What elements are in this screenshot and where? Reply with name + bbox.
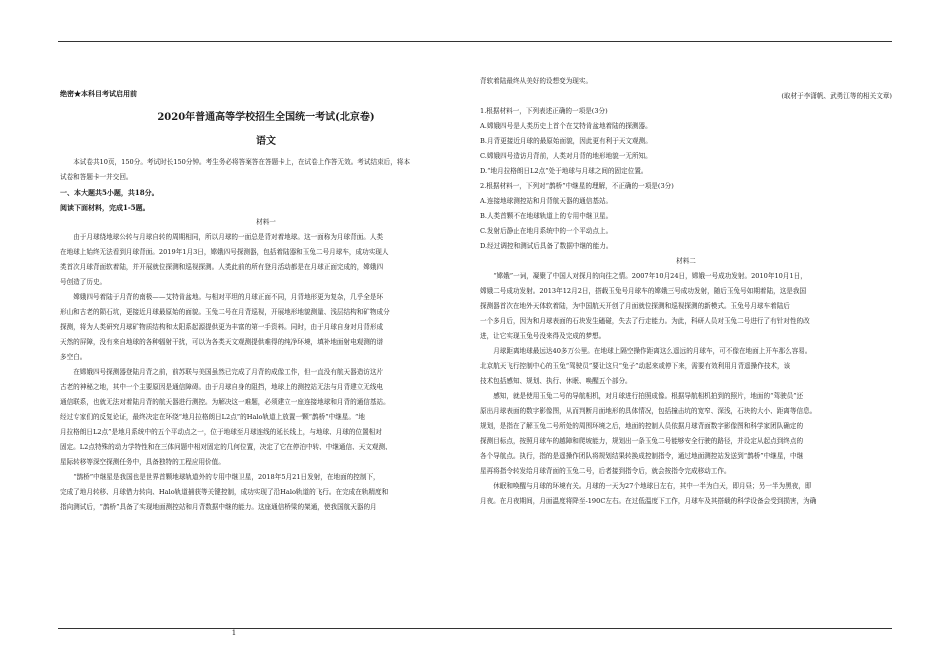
text-line: 月夜。在月夜期间，月面温度将降至-190C左右。在过低温度下工作，月球车及其搭载的科学设备会受到损害，为确 <box>480 497 817 505</box>
bottom-rule <box>58 628 892 629</box>
option: A.连接地球测控站和月背航天器的通信基站。 <box>480 197 613 205</box>
page-number: 1 <box>231 629 237 637</box>
text-line: 进，让它实现玉兔号没来得及完成的梦想。 <box>480 332 606 340</box>
text-line: 技术包括感知、规划、执行、休眠、唤醒五个部分。 <box>480 377 632 385</box>
text-line: 固定。L2点特殊的动力学特性和在三体问题中相对固定的几何位置，决定了它在停泊中转、中继通信、天文观测、 <box>60 443 392 451</box>
text-line: 形山和古老的陨石坑，更接近月球最原始的面貌。玉兔二号在月背巡视，开展地形地貌测量、浅层结构和矿物成分 <box>60 308 390 316</box>
text-line: 由于月球绕地球公转与月球自转的周期相同，所以月球的一面总是背对着地球。这一面称为月球背面。人类 <box>73 233 384 241</box>
text-line: 完成了地月转移、月球借力转向、Halo轨道捕获等关键控制，成功实现了沿Halo轨道的飞行。在完成在轨精度和 <box>60 488 389 496</box>
text-line: 指向测试后，“鹊桥”具备了实现地面测控站和月背数据中继的能力。这座通信桥梁的架通，使我国航天器的月 <box>60 503 377 511</box>
intro-line: 试卷和答题卡一并交回。 <box>60 173 133 181</box>
material2-heading: 材料二 <box>676 257 696 265</box>
text-line: 北京航天飞行控制中心的玉兔“驾驶员”要让这只“兔子”动起来或停下来，需要有效利用月背遥操作技术，该 <box>480 362 791 370</box>
text-line: 探测，将为人类研究月球矿物质结构和太阳系起源提供更为丰富的第一手资料。同时，由于月球自身对月背形成 <box>60 323 384 331</box>
text-line: 原出月球表面的数字影像图，从而判断月面地形的具体情况，包括撞击坑的宽窄、深浅，石块的大小、距离等信息。 <box>480 407 817 415</box>
text-line: 天然的屏障，没有来自地球的各种辐射干扰，可以为各类天文观测提供难得的纯净环境，填补地面射电观测的谱 <box>60 338 384 346</box>
confidential-tag: 绝密★本科目考试启用前 <box>60 89 137 98</box>
text-line: 一个多月后，因为和月球表面的石块发生磕碰，失去了行走能力。为此，科研人员对玉兔二号进行了有针对性的改 <box>480 317 810 325</box>
subject-title: 语文 <box>256 136 276 147</box>
text-line: 月拉格朗日L2点”是地月系统中的五个平动点之一，位于地球至月球连线的延长线上，与地球、月球的位置相对 <box>60 428 382 436</box>
option: D.经过调控和测试后具备了数据中继的能力。 <box>480 242 613 250</box>
right-column <box>480 74 892 509</box>
text-line: 探测目标点，按照月球车的越障和爬坡能力，规划出一条玉兔二号能够安全行驶的路径，并设定从起点到终点的 <box>480 437 804 445</box>
text-line: 月球距离地球最远达40多万公里。在地球上隔空操作距离这么遥远的月球车，可不像在地面上开车那么容易。 <box>493 347 812 355</box>
text-line: 星际转移等深空探测任务中，具备独特的工程应用价值。 <box>60 458 225 466</box>
left-column <box>60 84 472 515</box>
text-line: 探测器首次在地外天体软着陆，为中国航天开创了月面就位探测和巡视探测的新模式。玉兔号月球车着陆后 <box>480 302 790 310</box>
text-line: 经过专家们的反复论证，最终决定在环绕“地月拉格朗日L2点”的Halo轨道上放置一颗“鹊桥”中继星。“地 <box>60 413 365 421</box>
option: C.发射后静止在地月系统中的一个平动点上。 <box>480 227 613 235</box>
question-1: 1.根据材料一，下列表述正确的一项是(3分) <box>480 107 608 115</box>
exam-title: 2020年普通高等学校招生全国统一考试(北京卷) <box>157 112 375 123</box>
text-line: 各个导航点。执行，指的是遥操作团队将规划结果转换成控制指令，通过地面测控站发送到“鹊桥”中继星，中继 <box>480 452 804 460</box>
text-line: 规划，是指在了解玉兔二号所处的周围环境之后，地面的控制人员依据月球背面数字影像图和科学家团队确定的 <box>480 422 804 430</box>
option: B.人类首颗不在地球轨道上的专用中继卫星。 <box>480 212 613 220</box>
text-line: 古老的神秘之地，其中一个主要原因是通信障碍。由于月球自身的阻挡，地球上的测控站无法与月背建立无线电 <box>60 383 384 391</box>
source-citation: (取材于李潇帆、武勇江等的相关文章) <box>781 92 892 100</box>
text-line: 号创造了历史。 <box>60 278 107 286</box>
option: A.嫦娥四号是人类历史上首个在艾特肯盆地着陆的探测器。 <box>480 122 652 130</box>
question-2: 2.根据材料一，下列对“鹊桥”中继星的理解，不正确的一项是(3分) <box>480 182 674 190</box>
section-heading: 一、本大题共5小题，共18分。 <box>60 188 159 197</box>
text-line: 背软着陆最终从美好的设想变为现实。 <box>480 77 593 85</box>
text-line: 星再将指令转发给月球背面的玉兔二号，后者接到指令后，就会按指令完成移动工作。 <box>480 467 731 475</box>
text-line: 在地球上始终无法看到月球背面。2019年1月3日，嫦娥四号探测器，包括着陆器和玉兔二号月球车，成功实现人 <box>60 248 389 256</box>
text-line: “鹊桥”中继星是我国也是世界首颗地球轨道外的专用中继卫星，2018年5月21日发射，在地面的控制下， <box>73 473 380 481</box>
option: B.月背更接近月球的最原始面貌，因此更有利于天文观测。 <box>480 137 652 145</box>
text-line: “嫦娥”一词，凝聚了中国人对探月的向往之情。2007年10月24日，嫦娥一号成功发射。2010年10月1日， <box>493 272 807 280</box>
text-line: 感知，就是使用玉兔二号的导航相机，对月球进行拍照成像。根据导航相机拍到的照片，地面的“驾驶员”还 <box>493 392 804 400</box>
text-line: 多空白。 <box>60 353 87 361</box>
top-rule <box>58 41 892 42</box>
option: C.嫦娥四号造访月背前，人类对月背的地形地貌一无所知。 <box>480 152 652 160</box>
text-line: 休眠和唤醒与月球的环境有关。月球的一天为27个地球日左右，其中一半为白天，即月昼；另一半为黑夜，即 <box>493 482 812 490</box>
reading-instruction: 阅读下面材料，完成1-5题。 <box>60 203 150 212</box>
text-line: 嫦娥二号成功发射。2013年12月2日，搭载玉兔号月球车的嫦娥三号成功发射，随后玉兔号如期着陆，这是我国 <box>480 287 807 295</box>
intro-line: 本试卷共10页，150分。考试时长150分钟。考生务必将答案答在答题卡上，在试卷上作答无效。考试结束后，将本 <box>73 158 411 166</box>
option: D.“地月拉格朗日L2点”处于地球与月球之间的固定位置。 <box>480 167 648 175</box>
text-line: 类首次月球背面软着陆，并开展就位探测和巡视探测。人类此前的所有登月活动都是在月球正面完成的，嫦娥四 <box>60 263 384 271</box>
material1-heading: 材料一 <box>256 218 276 226</box>
text-line: 通信联系，也就无法对着陆月背的航天器进行测控。为解决这一难题，必须建立一座连接地球和月背的通信基站。 <box>60 398 390 406</box>
text-line: 在嫦娥四号探测器登陆月背之前，前苏联与美国虽然已完成了月背的成像工作，但一直没有航天器造访这片 <box>73 368 384 376</box>
text-line: 嫦娥四号着陆于月背的南极——艾特肯盆地。与相对平坦的月球正面不同，月背地形更为复杂，几乎全是环 <box>73 293 384 301</box>
